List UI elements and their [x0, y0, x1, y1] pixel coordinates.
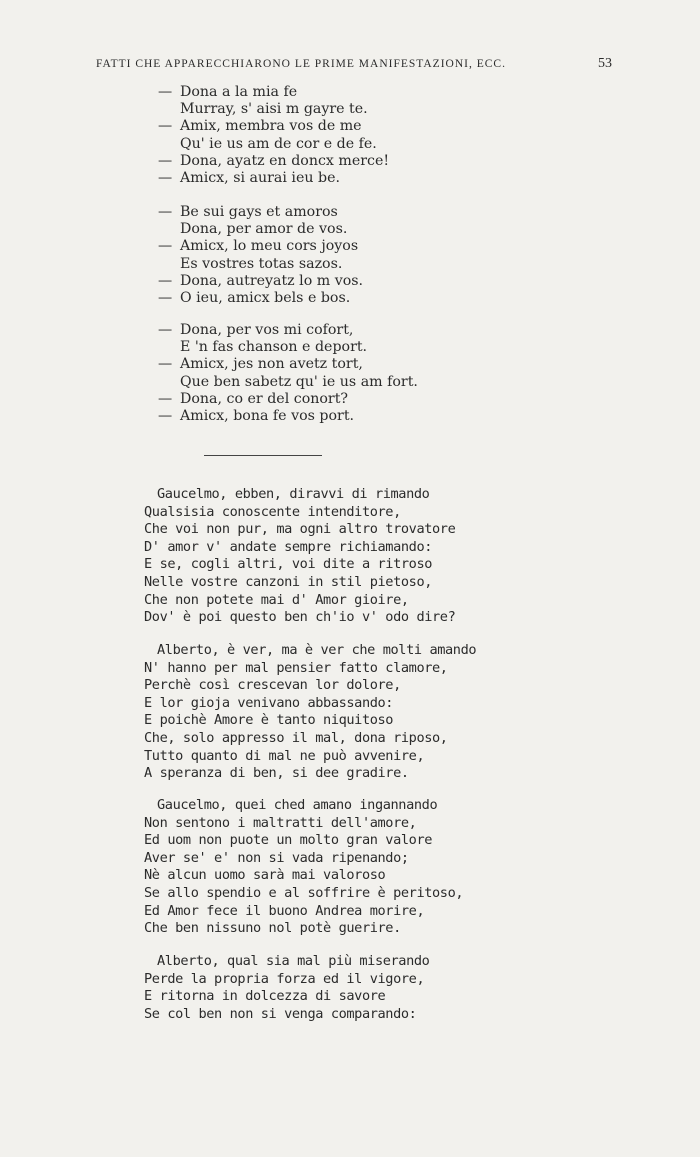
- verse-line: Che voi non pur, ma ogni altro trovatore: [144, 521, 456, 538]
- verse-line: [158, 170, 478, 187]
- verse-line: E poichè Amore è tanto niquitoso: [144, 712, 394, 729]
- verse-text: Dona, co er del conort?: [180, 390, 348, 407]
- verse-text: Amicx, jes non avetz tort,: [180, 356, 363, 373]
- verse-line: E ritorna in dolcezza di savore: [144, 988, 386, 1005]
- dialogue-dash: —: [158, 408, 173, 425]
- dialogue-dash: —: [158, 204, 173, 220]
- verse-line: Che ben nissuno nol potè guerire.: [144, 920, 401, 937]
- verse-line: Se col ben non si venga comparando:: [144, 1005, 417, 1022]
- verse-line: Alberto, qual sia mal più miserando: [157, 953, 430, 969]
- verse-line: Perde la propria forza ed il vigore,: [144, 970, 425, 987]
- verse-line: [158, 339, 478, 356]
- dialogue-dash: —: [158, 238, 173, 255]
- verse-text: Qu' ie us am de cor e de fe.: [180, 135, 377, 152]
- verse-line: Nè alcun uomo sarà mai valoroso: [144, 867, 386, 884]
- verse-text: O ieu, amicx bels e bos.: [180, 290, 351, 307]
- provencal-stanza: [158, 204, 478, 307]
- verse-line: Aver se' e' non si vada ripenando;: [144, 849, 409, 866]
- verse-line: [158, 391, 478, 408]
- verse-line: [158, 84, 478, 101]
- verse-line: [158, 408, 478, 425]
- verse-line: [158, 322, 478, 339]
- verse-line: Ed Amor fece il buono Andrea morire,: [144, 902, 425, 919]
- dialogue-dash: —: [158, 170, 173, 187]
- verse-text: Es vostres totas sazos.: [180, 255, 343, 272]
- dialogue-dash: —: [158, 272, 173, 289]
- dialogue-dash: —: [158, 322, 173, 338]
- section-divider-rule: [204, 455, 322, 456]
- dialogue-dash: —: [158, 390, 173, 407]
- dialogue-dash: —: [158, 84, 173, 100]
- verse-text: Dona a la mia fe: [180, 84, 298, 100]
- verse-text: Amicx, bona fe vos port.: [180, 408, 355, 425]
- verse-line: Non sentono i maltratti dell'amore,: [144, 814, 417, 831]
- page-number: 53: [598, 56, 612, 71]
- verse-line: Gaucelmo, quei ched amano ingannando: [157, 797, 438, 813]
- verse-text: Dona, autreyatz lo m vos.: [180, 272, 364, 289]
- dialogue-dash: —: [158, 356, 173, 373]
- verse-text: Be sui gays et amoros: [180, 204, 338, 220]
- verse-line: [158, 118, 478, 135]
- verse-line: E se, cogli altri, voi dite a ritroso: [144, 556, 433, 573]
- verse-text: Amicx, si aurai ieu be.: [180, 170, 340, 187]
- verse-line: Tutto quanto di mal ne può avvenire,: [144, 747, 425, 764]
- verse-line: Che non potete mai d' Amor gioire,: [144, 591, 409, 608]
- verse-line: Nelle vostre canzoni in stil pietoso,: [144, 573, 433, 590]
- verse-text: Que ben sabetz qu' ie us am fort.: [180, 373, 418, 390]
- italian-stanza: [144, 486, 474, 627]
- verse-text: Dona, ayatz en doncx merce!: [180, 152, 390, 169]
- italian-stanza: [144, 953, 474, 1023]
- dialogue-dash: —: [158, 152, 173, 169]
- verse-line: [158, 204, 478, 221]
- dialogue-dash: —: [158, 118, 173, 135]
- verse-line: [158, 101, 478, 118]
- provencal-stanza: [158, 322, 478, 425]
- verse-line: Gaucelmo, ebben, diravvi di rimando: [157, 486, 430, 502]
- italian-stanza: [144, 642, 477, 783]
- verse-line: [158, 256, 478, 273]
- provencal-stanza: [158, 84, 478, 187]
- verse-line: [158, 136, 478, 153]
- verse-line: Se allo spendio e al soffrire è peritoso,: [144, 884, 464, 901]
- verse-line: Alberto, è ver, ma è ver che molti amando: [157, 642, 477, 658]
- verse-text: Murray, s' aisi m gayre te.: [180, 101, 368, 118]
- verse-line: Dov' è poi questo ben ch'io v' odo dire?: [144, 609, 456, 626]
- verse-line: Che, solo appresso il mal, dona riposo,: [144, 729, 448, 746]
- verse-line: [158, 221, 478, 238]
- verse-text: Amicx, lo meu cors joyos: [180, 238, 359, 255]
- verse-line: [158, 374, 478, 391]
- verse-line: A speranza di ben, si dee gradire.: [144, 765, 409, 782]
- verse-text: E 'n fas chanson e deport.: [180, 339, 368, 356]
- verse-line: Perchè così crescevan lor dolore,: [144, 677, 401, 694]
- verse-line: [158, 273, 478, 290]
- verse-text: Dona, per vos mi cofort,: [180, 322, 354, 338]
- verse-line: D' amor v' andate sempre richiamando:: [144, 538, 433, 555]
- verse-line: E lor gioja venivano abbassando:: [144, 694, 394, 711]
- verse-line: Ed uom non puote un molto gran valore: [144, 832, 433, 849]
- verse-line: [158, 356, 478, 373]
- verse-text: Dona, per amor de vos.: [180, 221, 348, 238]
- dialogue-dash: —: [158, 290, 173, 307]
- verse-text: Amix, membra vos de me: [180, 118, 362, 135]
- verse-line: N' hanno per mal pensier fatto clamore,: [144, 659, 448, 676]
- verse-line: [158, 153, 478, 170]
- running-head: FATTI CHE APPARECCHIARONO LE PRIME MANIFESTAZIONI, ECC.: [96, 58, 506, 70]
- verse-line: [158, 290, 478, 307]
- verse-line: [158, 238, 478, 255]
- italian-stanza: [144, 797, 474, 938]
- verse-line: Qualsisia conoscente intenditore,: [144, 503, 401, 520]
